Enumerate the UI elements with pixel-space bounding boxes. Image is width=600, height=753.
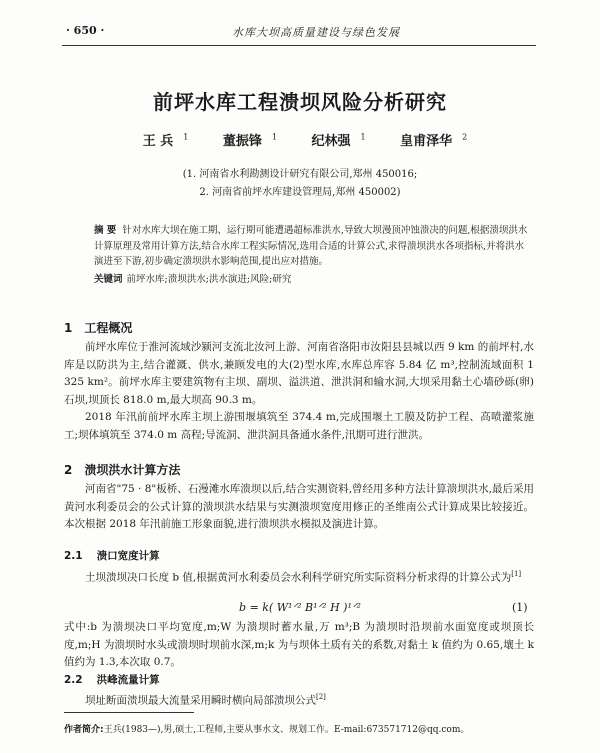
keywords-label: 关键词	[94, 274, 123, 285]
subsection-title: 洪峰流量计算	[96, 674, 160, 686]
author	[302, 134, 366, 149]
section-body	[64, 566, 534, 587]
paragraph-text: 土坝溃坝决口长度 b 值,根据黄河水利委员会水利科学研究所实际资料分析求得的计算公式为	[85, 571, 512, 584]
author-list	[0, 130, 600, 149]
section-body	[64, 481, 534, 534]
paper-title: 前坪水库工程溃坝风险分析研究	[153, 90, 447, 114]
section-title: 工程概况	[84, 321, 133, 335]
paragraph: 前坪水库位于淮河流域沙颍河支流北汝河上游、河南省洛阳市汝阳县县城以西 9 km 的前坪村,水库是以防洪为主,结合灌溉、供水,兼顾发电的大(2)型水库,水库总库容 5.84 亿 m³,控制流域面积 1 325 km²。前坪水库主要建筑物有主坝、副坝、溢洪道、泄洪洞和输水洞,大坝采用黏土心墙砂砾(卵)石坝,坝顶长 818.0 m,最大坝高 90.3 m。	[64, 341, 534, 406]
author-name: 董振锋	[222, 134, 262, 149]
equation	[0, 601, 600, 614]
section-number: 2	[64, 463, 73, 477]
section-body	[64, 619, 534, 672]
author-affil-mark: 1	[183, 132, 189, 142]
section-number: 1	[64, 321, 73, 335]
author-affil-mark: 1	[360, 132, 366, 142]
affiliation-line: (1. 河南省水利勘测设计研究有限公司,郑州 450016;	[182, 169, 418, 180]
subsection-heading	[64, 548, 160, 563]
author-affil-mark: 2	[462, 132, 468, 142]
paragraph: 式中:b 为溃坝决口平均宽度,m;W 为溃坝时蓄水量,万 m³;B 为溃坝时沿坝前水面宽度或坝顶长度,m;H 为溃坝时水头或溃坝时坝前水深,m;k 为与坝体土质有关的系数,对黏土 k 值约为 0.65,壤土 k 值约为 1.3,本次取 0.7。	[64, 621, 534, 668]
author-name: 皇甫泽华	[400, 134, 453, 149]
keywords-text: 前坪水库;溃坝洪水;洪水演进;风险;研究	[126, 274, 292, 285]
section-body	[64, 339, 534, 444]
subsection-heading	[64, 672, 160, 687]
abstract	[94, 223, 532, 270]
author-affil-mark: 1	[271, 132, 277, 142]
paragraph	[64, 566, 534, 587]
section-heading	[64, 319, 132, 336]
page-number: · 650 ·	[66, 24, 105, 37]
keywords	[94, 271, 532, 285]
citation[interactable]: [2]	[316, 693, 326, 701]
author	[390, 134, 467, 149]
journal-title: 水库大坝高质量建设与绿色发展	[232, 26, 400, 39]
running-header	[0, 24, 600, 40]
equation-body: b = k( W¹ᐟ² B¹ᐟ² H )¹ᐟ²	[239, 601, 361, 614]
section-heading	[64, 461, 180, 478]
subsection-title: 溃口宽度计算	[96, 550, 160, 562]
paragraph: 2018 年汛前前坪水库主坝上游围堰填筑至 374.4 m,完成围堰土工膜及防护工程、高喷灌浆施工;坝体填筑至 374.0 m 高程;导流洞、泄洪洞具备通水条件,汛期可进行泄洪。	[64, 411, 534, 441]
equation-number: (1)	[512, 601, 528, 614]
paragraph-text: 坝址断面溃坝最大流量采用瞬时横向局部溃坝公式	[85, 694, 316, 707]
paragraph: 河南省"75 · 8"板桥、石漫滩水库溃坝以后,结合实测资料,曾经用多种方法计算溃坝洪水,最后采用黄河水利委员会的公式计算的溃坝洪水结果与实测溃坝宽度用修正的圣维南公式计算成果比较接近。本次根据 2018 年汛前施工形象面貌,进行溃坝洪水模拟及演进计算。	[64, 483, 534, 530]
author	[133, 134, 189, 149]
abstract-text: 针对水库大坝在施工期、运行期可能遭遇超标准洪水,导致大坝漫顶冲蚀溃决的问题,根据溃坝洪水计算原理及常用计算方法,结合水库工程实际情况,选用合适的计算公式,求得溃坝洪水各项指标,并将洪水演进至下游,初步确定溃坝洪水影响范围,提出应对措施。	[94, 225, 528, 268]
author-name: 王 兵	[142, 134, 174, 149]
footnote-rule	[64, 712, 194, 713]
citation[interactable]: [1]	[511, 570, 522, 578]
author	[213, 134, 277, 149]
abstract-label: 摘 要	[94, 225, 117, 236]
section-body	[64, 689, 534, 710]
paragraph	[64, 689, 534, 710]
footnote	[64, 722, 544, 735]
subsection-number: 2.2	[64, 674, 83, 686]
section-title: 溃坝洪水计算方法	[84, 463, 181, 477]
footnote-text: 王兵(1983—),男,硕士,工程师,主要从事水文、规划工作。E-mail:673571712@qq.com。	[103, 725, 470, 735]
footnote-label: 作者简介:	[64, 725, 104, 735]
affiliation-line: 2. 河南省前坪水库建设管理局,郑州 450002)	[199, 187, 401, 198]
header-rule	[62, 45, 536, 46]
subsection-number: 2.1	[64, 550, 83, 562]
author-name: 纪林强	[311, 134, 351, 149]
